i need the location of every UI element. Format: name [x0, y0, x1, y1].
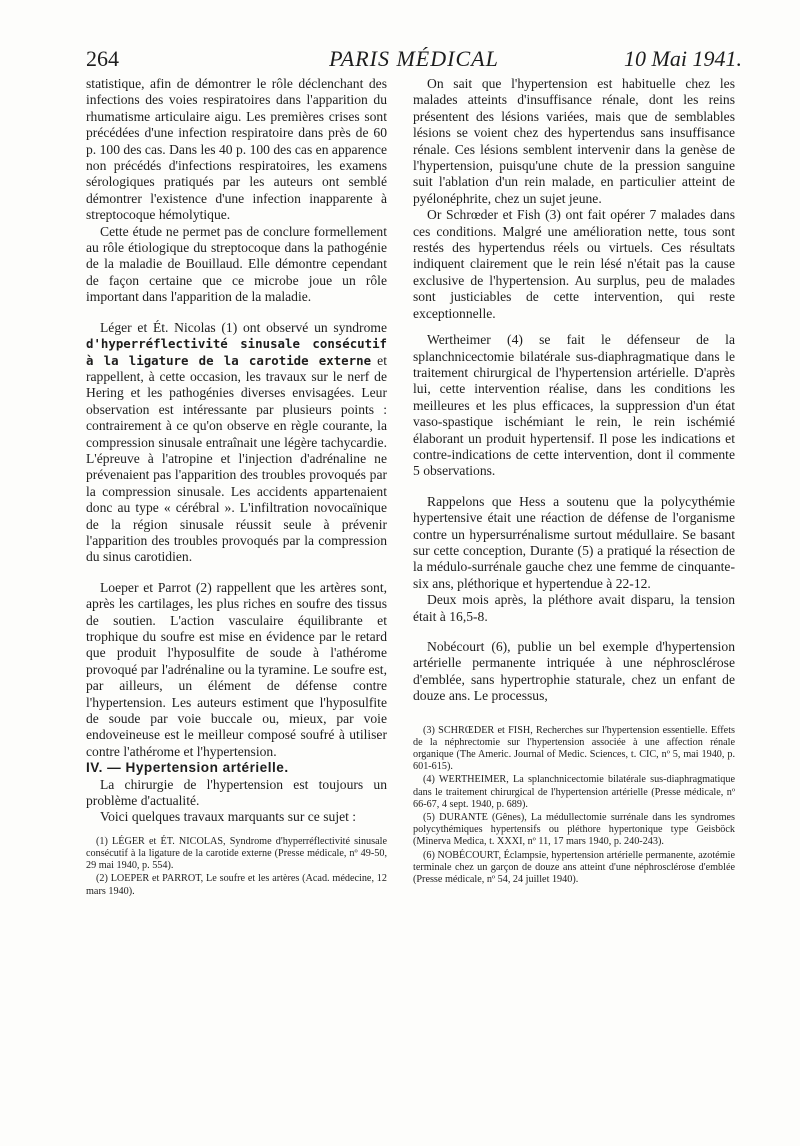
- page-number: 264: [86, 46, 119, 71]
- page-header: [86, 46, 742, 76]
- paragraph: La chirurgie de l'hypertension est toujours un problème d'actualité.: [86, 776, 387, 809]
- paragraph: On sait que l'hypertension est habituelle chez les malades atteints d'insuffisance rénale, dont les reins présentent des lésions variées, mais que de semblables lésions se voient chez des hypertendus sans insuffisance rénale. Ces lésions semblent intervenir dans la genèse de l'hypertension, puisqu'une chute de la pression sanguine suit l'ablation d'un rein malade, en particulier atteint de pyélonéphrite, chez un sujet jeune.: [413, 76, 735, 206]
- paragraph: Voici quelques travaux marquants sur ce sujet :: [100, 809, 357, 825]
- paragraph: Rappelons que Hess a soutenu que la polycythémie hypertensive était une réaction de défense de l'organisme contre un hypersurrénalisme surtout médullaire. Se basant sur cette conception, Durante (5) a pratiqué la résection de la médulo-surrénale gauche chez une femme de cinquante-six ans, pléthorique et hypertendue à 22-12.: [413, 493, 735, 591]
- paragraph: Cette étude ne permet pas de conclure formellement au rôle étiologique du streptocoque dans la pathogénie de la maladie de Bouillaud. Elle démontre cependant de façon certaine que ce microbe joue un rôle important dans l'apparition de la maladie.: [86, 223, 387, 305]
- bold-emphasis: d'hyperréflectivité sinusale consécutif à la ligature de la carotide externe: [86, 336, 387, 368]
- footnote: (5) DURANTE (Gênes), La médullectomie surrénale dans les syndromes polycythémiques hypertensifs ou pléthore hypertonique type Geisböck (Minerva Medica, t. XXXI, nº 11, 17 mars 1940, p. 240-243).: [413, 812, 735, 848]
- paragraph: statistique, afin de démontrer le rôle déclenchant des infections des voies respiratoires dans l'apparition du rhumatisme articulaire aigu. Les premières crises sont précédées d'une infection respiratoire dans près de 60 p. 100 des cas. Dans les 40 p. 100 des cas en apparence non précédés d'infections respiratoires, les examens sérologiques pratiqués par les auteurs ont semblé démontrer l'existence d'une infection inapparente à streptocoque hémolytique.: [86, 76, 387, 223]
- footnotes: [413, 725, 735, 887]
- right-column: [413, 76, 735, 887]
- paragraph: Deux mois après, la pléthore avait disparu, la tension était à 16,5-8.: [413, 592, 735, 624]
- left-column: [86, 76, 387, 899]
- footnote: (3) SCHRŒDER et FISH, Recherches sur l'hypertension essentielle. Effets de la néphrectomie sur l'hypertension associée à une affection rénale organique (The Americ. Journal of Medic. Sciences, t. CIC, nº 5, mai 1940, p. 601-615).: [413, 724, 735, 773]
- footnotes: [86, 836, 387, 898]
- paragraph: Or Schrœder et Fish (3) ont fait opérer 7 malades dans ces conditions. Malgré une amélioration nette, tous sont restés des hypertendus réels ou virtuels. Ces résultats indiquent clairement que le rein lésé n'était pas la cause exclusive de l'hypertension. Au surplus, peu de malades sont justiciables de cette intervention, qui reste exceptionnelle.: [413, 207, 735, 321]
- issue-date: 10 Mai 1941.: [624, 46, 742, 71]
- footnote: (4) WERTHEIMER, La splanchnicectomie bilatérale sus-diaphragmatique dans le traitement chirurgical de l'hypertension artérielle (Presse médicale, nº 66-67, 4 sept. 1940, p. 689).: [413, 774, 735, 810]
- paragraph-leger-nicolas: Léger et Ét. Nicolas (1) ont observé un syndrome d'hyperréflectivité sinusale consécutif à la ligature de la carotide externe et rappellent, à cette occasion, les travaux sur le nerf de Hering et les pathogénies diverses envisagées. Leur observation est intéressante par plusieurs points : contrairement à ce qu'on observe en règle courante, la compression sinusale entraînait une légère tachycardie. L'épreuve à l'atropine et l'injection d'adrénaline ne prévenaient pas l'apparition des troubles provoqués par la compression sinusale. Les accidents appartenaient donc au type « cérébral ». L'infiltration novocaïnique de la région sinusale réussit seule à prévenir l'apparition des troubles provoqués par la compression du sinus carotidien.: [86, 319, 387, 565]
- footnote: (6) NOBÉCOURT, Éclampsie, hypertension artérielle permanente, azotémie terminale chez un garçon de douze ans atteint d'une néphrosclérose d'emblée (Presse médicale, nº 54, 24 juillet 1940).: [413, 849, 735, 886]
- journal-title: PARIS MÉDICAL: [329, 46, 499, 71]
- section-heading: IV. — Hypertension artérielle.: [86, 760, 289, 776]
- paragraph: Loeper et Parrot (2) rappellent que les artères sont, après les cartilages, les plus riches en soufre des tissus de soutien. L'action vasculaire équilibrante et trophique du soufre est mise en évidence par le retard que produit l'hyposulfite de soude à l'athérome provoqué par l'adrénaline ou la tyramine. Le soufre est, par ailleurs, un élément de défense contre l'hypertension. Les auteurs estiment que l'hyposulfite de soude par voie buccale ou, mieux, par voie endoveineuse est le meilleur composé soufré à utiliser contre l'athérome et l'hypertension.: [86, 579, 387, 759]
- footnote: (1) LÉGER et ÉT. NICOLAS, Syndrome d'hyperréflectivité sinusale consécutif à la ligature de la carotide externe (Presse médicale, nº 49-50, 29 mai 1940, p. 554).: [86, 835, 387, 872]
- footnote: (2) LOEPER et PARROT, Le soufre et les artères (Acad. médecine, 12 mars 1940).: [86, 873, 387, 897]
- paragraph: Wertheimer (4) se fait le défenseur de la splanchnicectomie bilatérale sus-diaphragmatique dans le traitement chirurgical de l'hypertension artérielle. D'après lui, cette intervention réalise, dans les conditions les meilleures et les plus efficaces, la suppression d'un état vaso-spastique ischémiant le rein, le rein ischémié élaborant un produit hypertensif. Il pose les indications et contre-indications de cette intervention, dont il commente 5 observations.: [413, 332, 735, 479]
- paragraph: Nobécourt (6), publie un bel exemple d'hypertension artérielle permanente intriquée à une néphrosclérose d'emblée, sans hypertrophie staturale, chez un enfant de douze ans. Le processus,: [413, 639, 735, 704]
